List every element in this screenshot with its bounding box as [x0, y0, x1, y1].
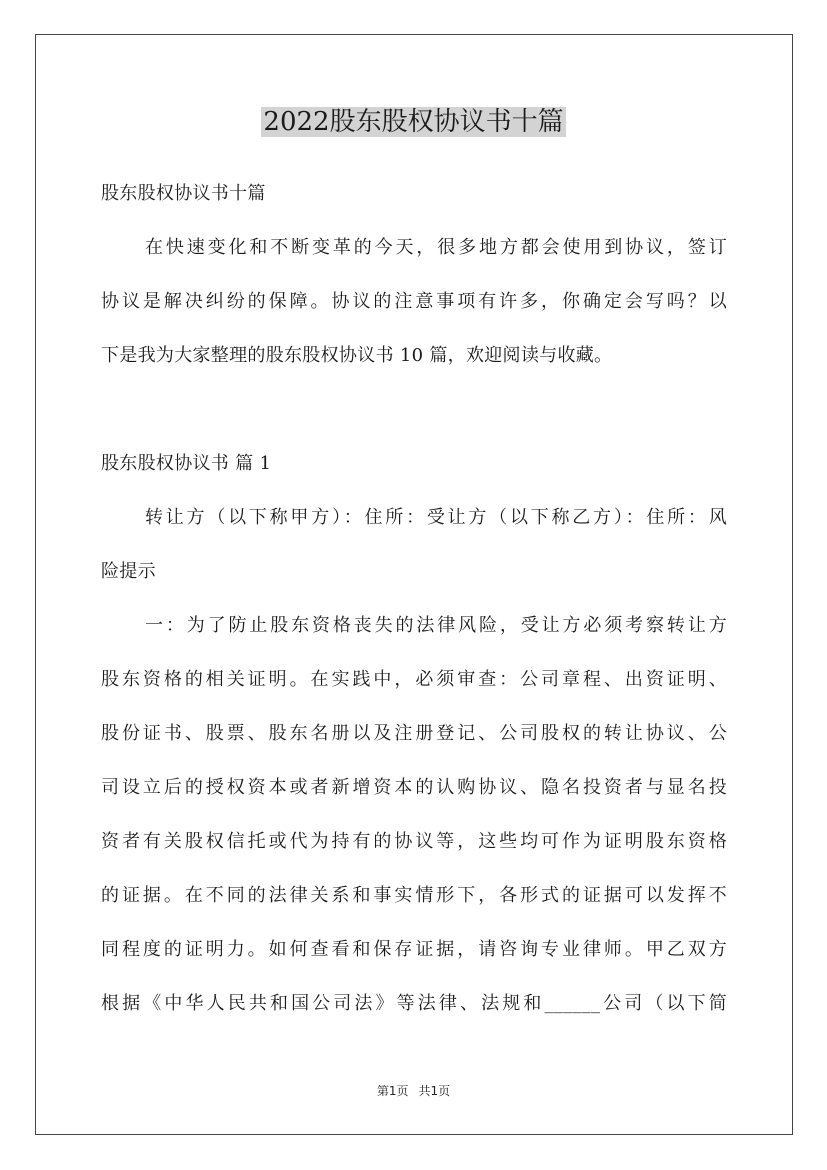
- risk-line: 司设立后的授权资本或者新增资本的认购协议、隐名投资者与显名投: [101, 777, 727, 798]
- parties-paragraph: [101, 491, 727, 599]
- intro-line: 下是我为大家整理的股东股权协议书 10 篇，欢迎阅读与收藏。: [101, 345, 613, 366]
- page-total: 共1页: [418, 1084, 451, 1098]
- risk-line: 根据《中华人民共和国公司法》等法律、法规和______公司（以下简: [101, 993, 727, 1014]
- document-title: [0, 104, 827, 140]
- document-title-text: 2022股东股权协议书十篇: [263, 107, 564, 137]
- subtitle: 股东股权协议书十篇: [101, 183, 266, 204]
- risk-line: 的证据。在不同的法律关系和事实情形下，各形式的证据可以发挥不: [101, 885, 727, 906]
- section-spacer: [101, 383, 727, 437]
- parties-line: 险提示: [101, 561, 156, 582]
- document-body: [101, 167, 727, 1031]
- risk-line: 股东资格的相关证明。在实践中，必须审查：公司章程、出资证明、: [101, 669, 727, 690]
- risk-paragraph: [101, 599, 727, 1031]
- risk-line: 资者有关股权信托或代为持有的协议等，这些均可作为证明股东资格: [101, 831, 727, 852]
- intro-line: 协议是解决纠纷的保障。协议的注意事项有许多，你确定会写吗？以: [101, 291, 727, 312]
- risk-line: 同程度的证明力。如何查看和保存证据，请咨询专业律师。甲乙双方: [101, 939, 727, 960]
- intro-line: 在快速变化和不断变革的今天，很多地方都会使用到协议，签订: [145, 237, 727, 258]
- risk-line: 股份证书、股票、股东名册以及注册登记、公司股权的转让协议、公: [101, 723, 727, 744]
- intro-paragraph: [101, 221, 727, 383]
- risk-line: 一：为了防止股东资格丧失的法律风险，受让方必须考察转让方: [145, 615, 727, 636]
- page-number: 第1页: [376, 1084, 409, 1098]
- section-heading: 股东股权协议书 篇 1: [101, 453, 272, 474]
- parties-line: 转让方（以下称甲方）：住所：受让方（以下称乙方）：住所：风: [145, 507, 727, 528]
- page-footer: [0, 1083, 827, 1099]
